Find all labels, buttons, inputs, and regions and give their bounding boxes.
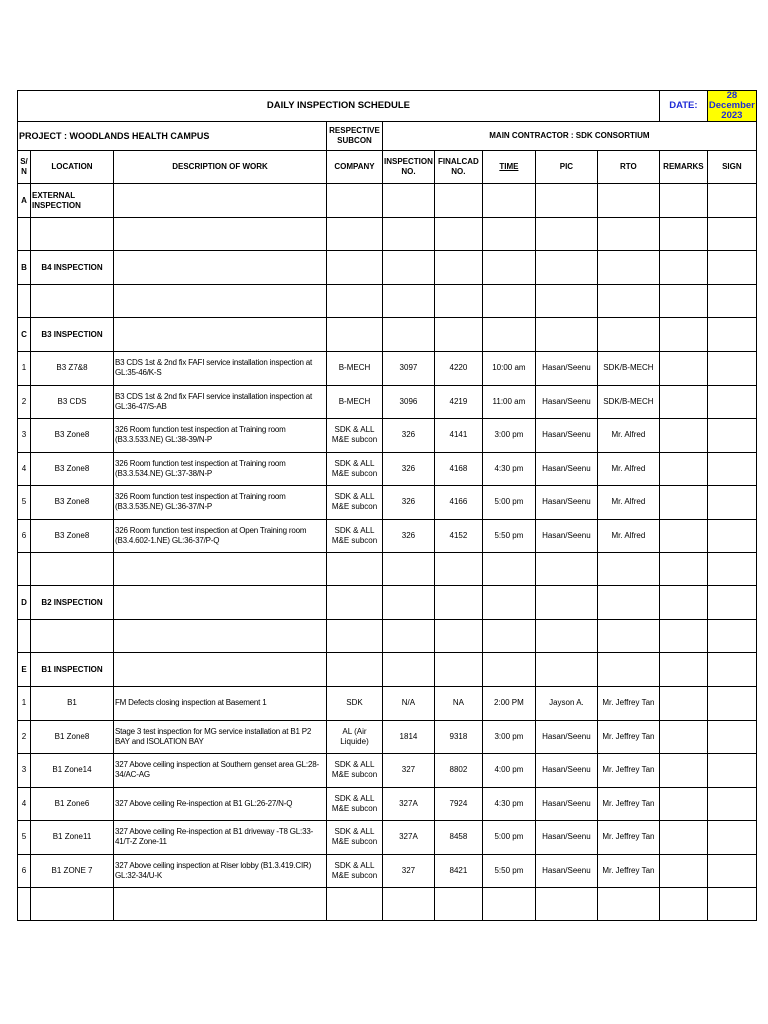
row-number: 4: [18, 787, 31, 821]
table-row: [18, 854, 757, 888]
column-header-remarks: REMARKS: [659, 151, 707, 184]
row-time: 5:00 pm: [482, 486, 535, 520]
row-company: SDK & ALL M&E subcon: [327, 452, 383, 486]
row-inspection-no: 326: [383, 486, 435, 520]
row-sign: [707, 452, 756, 486]
row-time: 5:00 pm: [482, 821, 535, 855]
table-row: [18, 720, 757, 754]
date-value: 28 December 2023: [708, 90, 755, 121]
row-company: SDK & ALL M&E subcon: [327, 821, 383, 855]
b3-inspection-rows: [18, 352, 757, 553]
row-time: 2:00 PM: [482, 687, 535, 721]
row-description: 327 Above ceiling inspection at Southern genset area GL:28-34/AC-AG: [114, 754, 327, 788]
row-time: 4:00 pm: [482, 754, 535, 788]
inspection-schedule-table: [17, 90, 757, 921]
row-sign: [707, 352, 756, 386]
column-header-sign: SIGN: [707, 151, 756, 184]
row-pic: Hasan/Seenu: [535, 452, 597, 486]
row-rto: Mr. Jeffrey Tan: [597, 687, 659, 721]
row-finalcad-no: 4219: [434, 385, 482, 419]
row-company: B-MECH: [327, 352, 383, 386]
row-location: B1 Zone8: [31, 720, 114, 754]
row-finalcad-no: 4168: [434, 452, 482, 486]
section-row-b3: [18, 318, 757, 352]
row-description: Stage 3 test inspection for MG service installation at B1 P2 BAY and ISOLATION BAY: [114, 720, 327, 754]
table-row: [18, 787, 757, 821]
row-sign: [707, 519, 756, 553]
row-remarks: [659, 787, 707, 821]
section-letter: C: [18, 318, 31, 352]
blank-row: [18, 285, 757, 318]
row-number: 4: [18, 452, 31, 486]
row-finalcad-no: 7924: [434, 787, 482, 821]
row-finalcad-no: 9318: [434, 720, 482, 754]
row-company: SDK: [327, 687, 383, 721]
row-sign: [707, 821, 756, 855]
row-company: AL (Air Liquide): [327, 720, 383, 754]
row-remarks: [659, 687, 707, 721]
row-inspection-no: 3096: [383, 385, 435, 419]
schedule-title: DAILY INSPECTION SCHEDULE: [18, 91, 660, 122]
row-location: B3 Zone8: [31, 486, 114, 520]
row-description: 326 Room function test inspection at Training room (B3.3.534.NE) GL:37-38/N-P: [114, 452, 327, 486]
table-row: [18, 519, 757, 553]
row-inspection-no: 1814: [383, 720, 435, 754]
row-time: 3:00 pm: [482, 419, 535, 453]
row-company: SDK & ALL M&E subcon: [327, 486, 383, 520]
row-inspection-no: 327A: [383, 821, 435, 855]
table-row: [18, 452, 757, 486]
row-number: 3: [18, 419, 31, 453]
row-inspection-no: 326: [383, 452, 435, 486]
row-rto: Mr. Alfred: [597, 519, 659, 553]
row-remarks: [659, 854, 707, 888]
section-title: B2 INSPECTION: [31, 586, 114, 620]
column-header-time: TIME: [482, 151, 535, 184]
column-header-finalcad-no: FINALCAD NO.: [434, 151, 482, 184]
row-inspection-no: 327: [383, 854, 435, 888]
row-time: 5:50 pm: [482, 519, 535, 553]
row-finalcad-no: NA: [434, 687, 482, 721]
row-sign: [707, 486, 756, 520]
row-time: 11:00 am: [482, 385, 535, 419]
table-row: [18, 821, 757, 855]
row-pic: Jayson A.: [535, 687, 597, 721]
row-remarks: [659, 352, 707, 386]
section-row-b1: [18, 653, 757, 687]
row-description: B3 CDS 1st & 2nd fix FAFI service installation inspection at GL:36-47/S-AB: [114, 385, 327, 419]
row-pic: Hasan/Seenu: [535, 419, 597, 453]
row-location: B1 Zone11: [31, 821, 114, 855]
row-rto: Mr. Jeffrey Tan: [597, 720, 659, 754]
row-inspection-no: 327A: [383, 787, 435, 821]
row-time: 10:00 am: [482, 352, 535, 386]
subcon-label: RESPECTIVE SUBCON: [327, 122, 383, 151]
table-row: [18, 385, 757, 419]
row-sign: [707, 720, 756, 754]
column-header-location: LOCATION: [31, 151, 114, 184]
inspection-schedule-sheet: [17, 90, 757, 921]
row-number: 1: [18, 687, 31, 721]
row-time: 4:30 pm: [482, 452, 535, 486]
row-number: 5: [18, 821, 31, 855]
row-pic: Hasan/Seenu: [535, 486, 597, 520]
row-remarks: [659, 519, 707, 553]
row-pic: Hasan/Seenu: [535, 352, 597, 386]
table-row: [18, 352, 757, 386]
row-sign: [707, 854, 756, 888]
row-rto: Mr. Jeffrey Tan: [597, 787, 659, 821]
blank-row: [18, 620, 757, 653]
section-letter: E: [18, 653, 31, 687]
row-time: 5:50 pm: [482, 854, 535, 888]
row-rto: Mr. Alfred: [597, 486, 659, 520]
row-inspection-no: 327: [383, 754, 435, 788]
row-description: 326 Room function test inspection at Open Training room (B3.4.602-1.NE) GL:36-37/P-Q: [114, 519, 327, 553]
row-location: B1 Zone14: [31, 754, 114, 788]
main-contractor: MAIN CONTRACTOR : SDK CONSORTIUM: [383, 122, 757, 151]
row-sign: [707, 385, 756, 419]
row-pic: Hasan/Seenu: [535, 385, 597, 419]
blank-row: [18, 888, 757, 921]
section-title: B1 INSPECTION: [31, 653, 114, 687]
row-description: B3 CDS 1st & 2nd fix FAFI service installation inspection at GL:35-46/K-S: [114, 352, 327, 386]
row-finalcad-no: 4141: [434, 419, 482, 453]
row-company: SDK & ALL M&E subcon: [327, 519, 383, 553]
row-number: 6: [18, 854, 31, 888]
row-number: 1: [18, 352, 31, 386]
row-finalcad-no: 8458: [434, 821, 482, 855]
column-header-company: COMPANY: [327, 151, 383, 184]
row-remarks: [659, 486, 707, 520]
row-location: B3 Z7&8: [31, 352, 114, 386]
row-sign: [707, 687, 756, 721]
section-letter: D: [18, 586, 31, 620]
row-location: B3 CDS: [31, 385, 114, 419]
row-inspection-no: N/A: [383, 687, 435, 721]
row-location: B3 Zone8: [31, 519, 114, 553]
row-inspection-no: 326: [383, 519, 435, 553]
row-description: 327 Above ceiling Re-inspection at B1 GL:26-27/N-Q: [114, 787, 327, 821]
row-pic: Hasan/Seenu: [535, 821, 597, 855]
row-remarks: [659, 754, 707, 788]
row-remarks: [659, 385, 707, 419]
row-description: FM Defects closing inspection at Basement 1: [114, 687, 327, 721]
row-pic: Hasan/Seenu: [535, 519, 597, 553]
row-description: 326 Room function test inspection at Training room (B3.3.535.NE) GL:36-37/N-P: [114, 486, 327, 520]
row-number: 6: [18, 519, 31, 553]
column-header-pic: PIC: [535, 151, 597, 184]
row-remarks: [659, 720, 707, 754]
row-remarks: [659, 452, 707, 486]
row-number: 5: [18, 486, 31, 520]
row-sign: [707, 787, 756, 821]
row-pic: Hasan/Seenu: [535, 720, 597, 754]
row-pic: Hasan/Seenu: [535, 754, 597, 788]
table-row: [18, 486, 757, 520]
row-remarks: [659, 821, 707, 855]
table-row: [18, 419, 757, 453]
row-time: 3:00 pm: [482, 720, 535, 754]
row-company: SDK & ALL M&E subcon: [327, 419, 383, 453]
row-number: 2: [18, 385, 31, 419]
row-description: 326 Room function test inspection at Training room (B3.3.533.NE) GL:38-39/N-P: [114, 419, 327, 453]
column-header-inspection-no: INSPECTION NO.: [383, 151, 435, 184]
row-rto: Mr. Alfred: [597, 452, 659, 486]
row-pic: Hasan/Seenu: [535, 854, 597, 888]
row-location: B1 ZONE 7: [31, 854, 114, 888]
row-rto: Mr. Jeffrey Tan: [597, 821, 659, 855]
table-row: [18, 687, 757, 721]
section-title: B4 INSPECTION: [31, 251, 114, 285]
row-inspection-no: 3097: [383, 352, 435, 386]
row-company: B-MECH: [327, 385, 383, 419]
section-letter: B: [18, 251, 31, 285]
row-sign: [707, 419, 756, 453]
row-description: 327 Above ceiling inspection at Riser lobby (B1.3.419.CIR) GL:32-34/U-K: [114, 854, 327, 888]
row-rto: SDK/B-MECH: [597, 385, 659, 419]
row-finalcad-no: 4152: [434, 519, 482, 553]
project-name: PROJECT : WOODLANDS HEALTH CAMPUS: [18, 122, 327, 151]
section-title: B3 INSPECTION: [31, 318, 114, 352]
blank-row: [18, 553, 757, 586]
row-inspection-no: 326: [383, 419, 435, 453]
column-header-description: DESCRIPTION OF WORK: [114, 151, 327, 184]
date-label: DATE:: [659, 91, 707, 122]
row-remarks: [659, 419, 707, 453]
row-rto: SDK/B-MECH: [597, 352, 659, 386]
table-row: [18, 754, 757, 788]
column-header-sn: S/ N: [18, 151, 31, 184]
row-location: B3 Zone8: [31, 452, 114, 486]
section-title: EXTERNAL INSPECTION: [31, 184, 114, 218]
blank-row: [18, 218, 757, 251]
row-sign: [707, 754, 756, 788]
row-company: SDK & ALL M&E subcon: [327, 754, 383, 788]
row-company: SDK & ALL M&E subcon: [327, 854, 383, 888]
row-rto: Mr. Alfred: [597, 419, 659, 453]
row-number: 2: [18, 720, 31, 754]
row-location: B1: [31, 687, 114, 721]
row-company: SDK & ALL M&E subcon: [327, 787, 383, 821]
row-rto: Mr. Jeffrey Tan: [597, 854, 659, 888]
row-location: B3 Zone8: [31, 419, 114, 453]
row-finalcad-no: 4166: [434, 486, 482, 520]
row-location: B1 Zone6: [31, 787, 114, 821]
row-description: 327 Above ceiling Re-inspection at B1 driveway -T8 GL:33-41/T-Z Zone-11: [114, 821, 327, 855]
row-finalcad-no: 4220: [434, 352, 482, 386]
row-number: 3: [18, 754, 31, 788]
row-pic: Hasan/Seenu: [535, 787, 597, 821]
section-row-b2: [18, 586, 757, 620]
section-row-b4: [18, 251, 757, 285]
section-letter: A: [18, 184, 31, 218]
section-row-external: [18, 184, 757, 218]
b1-inspection-rows: [18, 687, 757, 888]
row-finalcad-no: 8802: [434, 754, 482, 788]
row-time: 4:30 pm: [482, 787, 535, 821]
row-finalcad-no: 8421: [434, 854, 482, 888]
row-rto: Mr. Jeffrey Tan: [597, 754, 659, 788]
column-header-rto: RTO: [597, 151, 659, 184]
